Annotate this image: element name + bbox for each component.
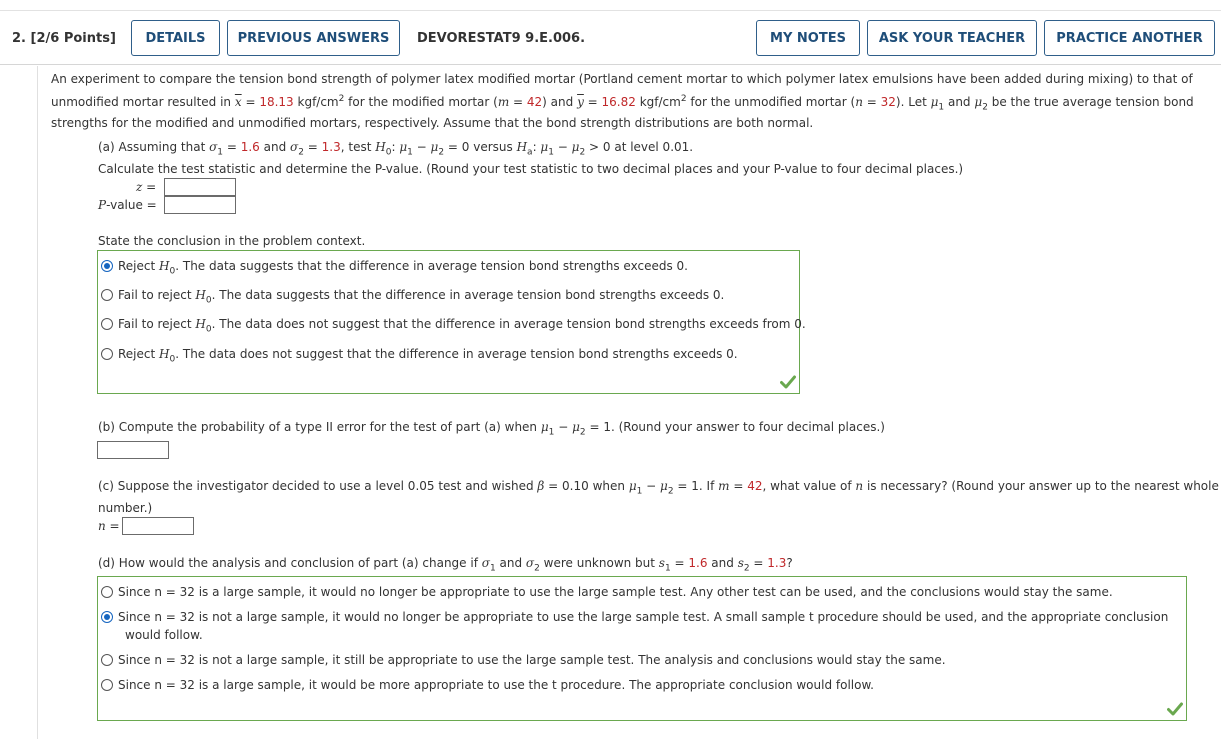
s2-value: 1.3 xyxy=(767,556,787,570)
part-b-input[interactable] xyxy=(97,441,169,459)
n-value: 32 xyxy=(880,95,896,109)
part-d-option-1-radio[interactable] xyxy=(101,586,113,598)
practice-another-button[interactable]: PRACTICE ANOTHER xyxy=(1044,20,1215,56)
part-d-option-2-radio[interactable] xyxy=(101,611,113,623)
ybar-value: 16.82 xyxy=(601,95,636,109)
part-c-m-value: 42 xyxy=(747,479,763,493)
my-notes-button[interactable]: MY NOTES xyxy=(756,20,860,56)
details-button[interactable]: DETAILS xyxy=(131,20,220,56)
part-a-option-2: Fail to reject $H_0$. The data suggests that the difference in average tension bond strengths exceeds 0. xyxy=(118,288,725,306)
part-a-option-3-radio[interactable] xyxy=(101,318,113,330)
part-c-prompt-line-1: (c) Suppose the investigator decided to use a level 0.05 test and wished β = 0.10 when $\mu_1 - \mu_2 = 1$. If m = 42, what value of n is necessary? (Round your answer up to the nearest whole xyxy=(98,479,1219,497)
n-label: n = xyxy=(98,519,120,533)
z-label: z = xyxy=(136,180,157,194)
part-b-prompt: (b) Compute the probability of a type II error for the test of part (a) when $\mu_1 - \mu_2 = 1$. (Round your answer to four decimal places.) xyxy=(98,420,885,438)
part-d-option-2: Since n = 32 is not a large sample, it would no longer be appropriate to use the large sample test. A small sample t procedure should be used, and the appropriate conclusion xyxy=(118,610,1169,624)
intro-line-2: unmodified mortar resulted in $\overline{x} = 18.13$ kgf/$cm^2$ for the modified mortar (m = 42) and $\overline{y} = 16.82$ kgf/$cm^2$ for the unmodified mortar (n = 32). Let $\mu_1$ and $\mu_2$ be the true average tension bond xyxy=(51,94,1194,113)
sigma1-value: 1.6 xyxy=(240,140,260,154)
part-a-option-4: Reject $H_0$. The data does not suggest that the difference in average tension bond strengths exceeds 0. xyxy=(118,347,738,365)
part-a-instruction: Calculate the test statistic and determine the P-value. (Round your test statistic to two decimal places and your P-value to four decimal places.) xyxy=(98,162,964,176)
s1-value: 1.6 xyxy=(688,556,708,570)
conclusion-prompt: State the conclusion in the problem context. xyxy=(98,234,366,248)
previous-answers-button[interactable]: PREVIOUS ANSWERS xyxy=(227,20,400,56)
question-header xyxy=(0,11,1221,65)
n-input[interactable] xyxy=(122,517,194,535)
part-a-option-1-radio[interactable] xyxy=(101,260,113,272)
part-d-option-3-radio[interactable] xyxy=(101,654,113,666)
m-value: 42 xyxy=(526,95,543,109)
part-d-option-3: Since n = 32 is not a large sample, it still be appropriate to use the large sample test. The analysis and conclusions would stay the same. xyxy=(118,653,946,667)
part-c-prompt-line-2: number.) xyxy=(98,501,153,515)
part-d-option-4: Since n = 32 is a large sample, it would be more appropriate to use the t procedure. The appropriate conclusion would follow. xyxy=(118,678,874,692)
part-a-option-4-radio[interactable] xyxy=(101,348,113,360)
question-code: DEVORESTAT9 9.E.006. xyxy=(417,31,586,46)
part-d-option-4-radio[interactable] xyxy=(101,679,113,691)
left-rule xyxy=(37,66,38,739)
sigma2-value: 1.3 xyxy=(321,140,341,154)
intro-line-1: An experiment to compare the tension bond strength of polymer latex modified mortar (Portland cement mortar to which polymer latex emulsions have been added during mixing) to that of xyxy=(51,72,1193,86)
question-number: 2. [2/6 Points] xyxy=(12,31,116,46)
part-a-option-2-radio[interactable] xyxy=(101,289,113,301)
checkmark-icon xyxy=(1167,702,1183,716)
intro-line-3: strengths for the modified and unmodified mortars, respectively. Assume that the bond strength distributions are both normal. xyxy=(51,116,814,130)
part-a-prompt: (a) Assuming that $\sigma_1 = 1.6$ and $\sigma_2 = 1.3$, test $H_0$: $\mu_1 - \mu_2 = 0$ versus $H_a$: $\mu_1 - \mu_2 > 0$ at level 0.01. xyxy=(98,140,694,158)
part-d-prompt: (d) How would the analysis and conclusion of part (a) change if $\sigma_1$ and $\sigma_2$ were unknown but $s_1 = 1.6$ and $s_2 = 1.3$? xyxy=(98,556,793,574)
part-d-option-1: Since n = 32 is a large sample, it would no longer be appropriate to use the large sample test. Any other test can be used, and the conclusions would stay the same. xyxy=(118,585,1113,599)
p-value-label: P-value = xyxy=(98,198,157,212)
xbar-value: 18.13 xyxy=(259,95,294,109)
part-a-option-1: Reject $H_0$. The data suggests that the difference in average tension bond strengths exceeds 0. xyxy=(118,259,688,277)
part-d-option-2-cont: would follow. xyxy=(125,628,203,642)
z-input[interactable] xyxy=(164,178,236,196)
checkmark-icon xyxy=(780,375,796,389)
part-a-option-3: Fail to reject $H_0$. The data does not suggest that the difference in average tension bond strengths exceeds from 0. xyxy=(118,317,806,335)
p-value-input[interactable] xyxy=(164,196,236,214)
ask-your-teacher-button[interactable]: ASK YOUR TEACHER xyxy=(867,20,1037,56)
